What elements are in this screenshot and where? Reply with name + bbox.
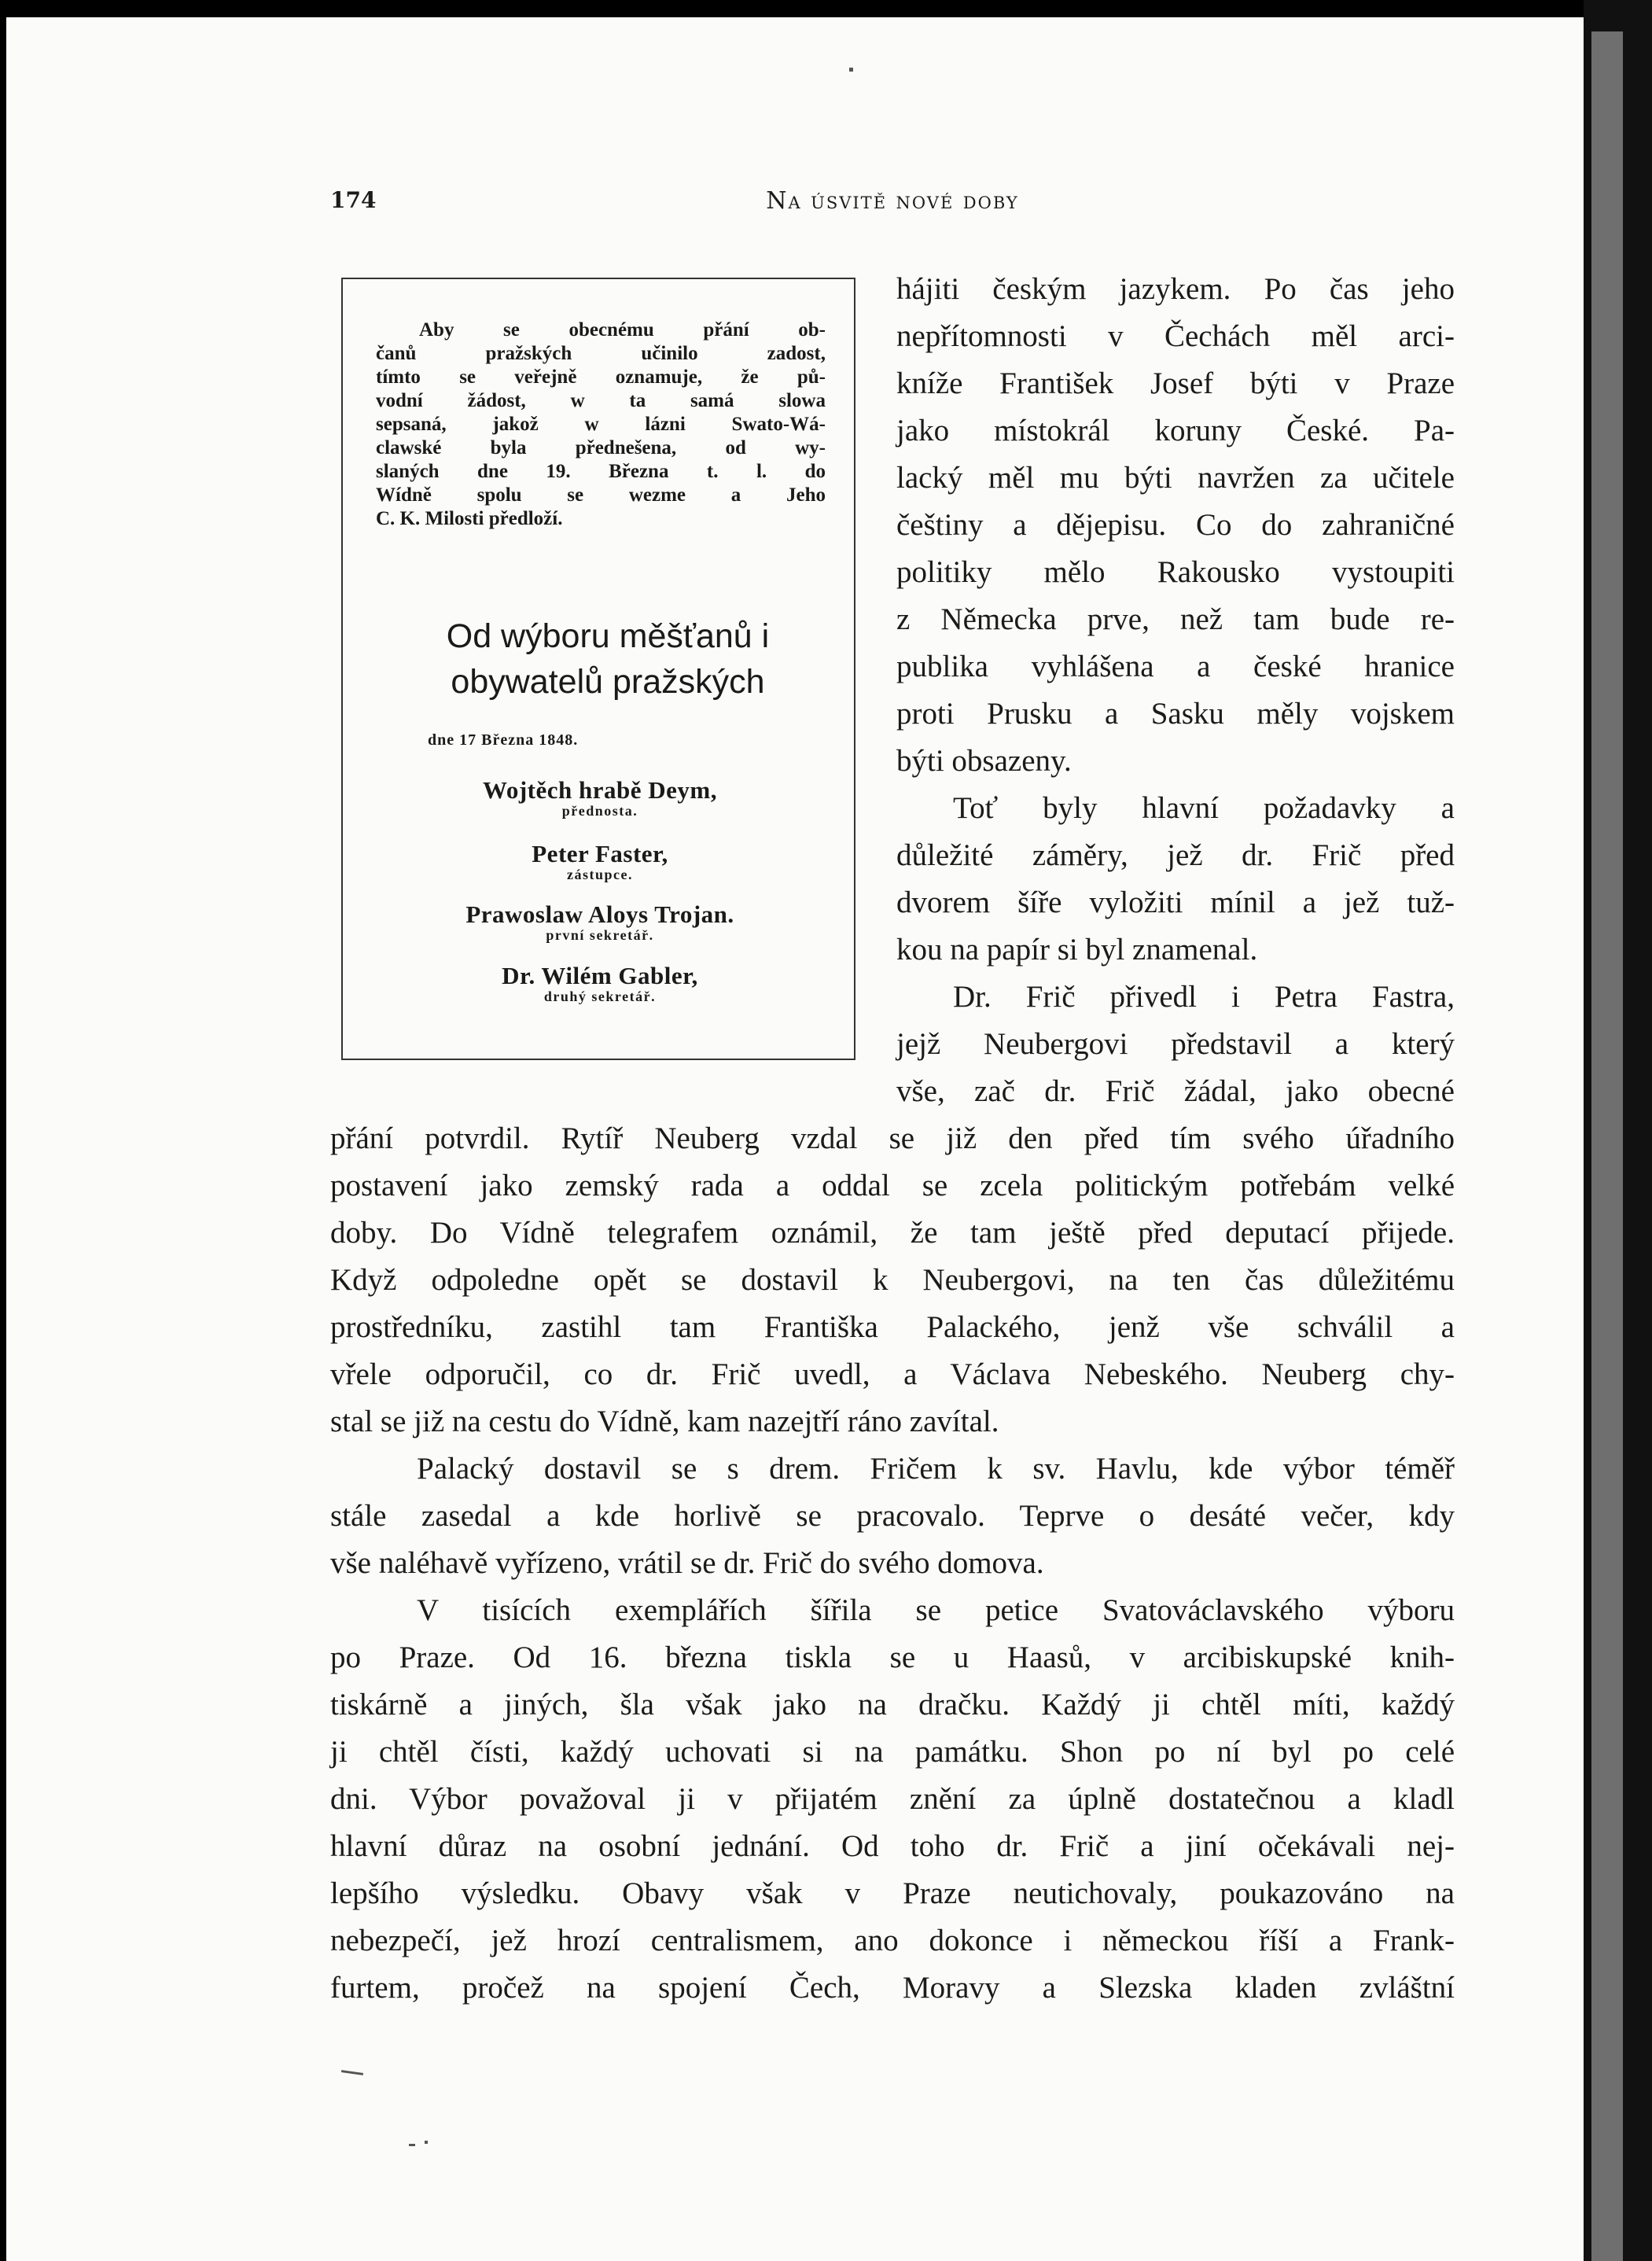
text-line: Dr. Frič přivedl i Petra Fastra, [953, 980, 1455, 1014]
running-header [330, 187, 1455, 219]
text-line: důležité záměry, jež dr. Frič před [896, 838, 1455, 872]
text-line: lacký měl mu býti navržen za učitele [896, 461, 1455, 495]
text-line: jako místokrál koruny České. Pa- [896, 414, 1455, 447]
scan-speck [849, 68, 853, 72]
text-line: prostředníku, zastihl tam Františka Palackého, jenž vše schválil a [330, 1310, 1455, 1344]
text-line: po Praze. Od 16. března tiskla se u Haasů, v arcibiskupské knih- [330, 1641, 1455, 1674]
signatory [343, 962, 857, 1005]
text-line: nebezpečí, jež hrozí centralismem, ano dokonce i německou říší a Frank- [330, 1924, 1455, 1957]
text-line: vše naléhavě vyřízeno, vrátil se dr. Frič do svého domova. [330, 1546, 1044, 1580]
text-line: ji chtěl čísti, každý uchovati si na památku. Shon po ní byl po celé [330, 1735, 1455, 1769]
proclamation-line: čanů pražských učinilo zadost, [376, 343, 826, 364]
proclamation-date: dne 17 Března 1848. [428, 731, 579, 749]
signatory-name: Dr. Wilém Gabler, [502, 962, 698, 989]
proclamation-line: slaných dne 19. Března t. l. do [376, 461, 826, 482]
text-line: lepšího výsledku. Obavy však v Praze neutichovaly, poukazováno na [330, 1876, 1455, 1910]
text-line: jejž Neubergovi představil a který [896, 1027, 1455, 1061]
text-line: postavení jako zemský rada a oddal se zcela politickým potřebám velké [330, 1169, 1455, 1202]
proclamation-line: clawské byla přednešena, od wy- [376, 437, 826, 458]
proclamation-line: Wídně spolu se wezme a Jeho [376, 484, 826, 506]
signatory [343, 900, 857, 944]
proclamation-line: Aby se obecnému přání ob- [419, 319, 826, 341]
signatory-name: Peter Faster, [532, 840, 668, 867]
committee-heading: Od wýboru měšťanů i obywatelů pražských [446, 617, 770, 701]
text-line: proti Prusku a Sasku měly vojskem [896, 697, 1455, 731]
signatory-role: přednosta. [561, 803, 638, 819]
signatory [343, 840, 857, 883]
scan-edge-shadow [1591, 31, 1623, 2261]
text-line: vřele odporučil, co dr. Frič uvedl, a Václava Nebeského. Neuberg chy- [330, 1357, 1455, 1391]
text-line: dni. Výbor považoval ji v přijatém znění za úplně dostatečnou a kladl [330, 1782, 1455, 1816]
page-number: 174 [330, 187, 377, 213]
text-line: kníže František Josef býti v Praze [896, 366, 1455, 400]
proclamation-line: tímto se veřejně oznamuje, že pů- [376, 366, 826, 388]
signatory-role: druhý sekretář. [543, 989, 657, 1004]
proclamation-line: vodní žádost, w ta samá slowa [376, 390, 826, 411]
signatory-name: Prawoslaw Aloys Trojan. [465, 900, 734, 928]
text-line: politiky mělo Rakousko vystoupiti [896, 555, 1455, 589]
text-line: V tisících exemplářích šířila se petice Svatováclavského výboru [417, 1593, 1455, 1627]
text-line: stále zasedal a kde horlivě se pracovalo. Teprve o desáté večer, kdy [330, 1499, 1455, 1533]
text-line: vše, zač dr. Frič žádal, jako obecné [896, 1074, 1455, 1108]
text-line: Toť byly hlavní požadavky a [953, 791, 1455, 825]
proclamation-box [341, 278, 855, 1060]
signatory-name: Wojtěch hrabě Deym, [483, 776, 717, 804]
text-line: Když odpoledne opět se dostavil k Neubergovi, na ten čas důležitému [330, 1263, 1455, 1297]
running-title: Na úsvitě nové doby [766, 187, 1019, 215]
signatory-role: první sekretář. [546, 927, 654, 943]
text-line: češtiny a dějepisu. Co do zahraničné [896, 508, 1455, 542]
proclamation-line: sepsaná, jakož w lázni Swato-Wá- [376, 414, 826, 435]
text-line: tiskárně a jiných, šla však jako na dračku. Každý ji chtěl míti, každý [330, 1688, 1455, 1722]
proclamation-text [376, 319, 826, 531]
text-line: přání potvrdil. Rytíř Neuberg vzdal se již den před tím svého úřadního [330, 1121, 1455, 1155]
text-line: doby. Do Vídně telegrafem oznámil, že tam ještě před deputací přijede. [330, 1216, 1455, 1250]
text-line: nepřítomnosti v Čechách měl arci- [896, 319, 1455, 353]
text-line: hlavní důraz na osobní jednání. Od toho dr. Frič a jiní očekávali nej- [330, 1829, 1455, 1863]
text-line: kou na papír si byl znamenal. [896, 933, 1258, 967]
text-line: hájiti českým jazykem. Po čas jeho [896, 272, 1455, 306]
scan-speck [425, 2141, 428, 2144]
signatory-role: zástupce. [567, 867, 633, 882]
text-line: publika vyhlášena a české hranice [896, 650, 1455, 683]
text-line: dvorem šíře vyložiti mínil a jež tuž- [896, 886, 1455, 919]
scan-speck [409, 2144, 415, 2146]
text-line: stal se již na cestu do Vídně, kam nazejtří ráno zavítal. [330, 1405, 999, 1438]
text-line: z Německa prve, než tam bude re- [896, 602, 1455, 636]
proclamation-line: C. K. Milosti předloží. [376, 508, 563, 529]
signatory [343, 776, 857, 819]
text-line: furtem, pročež na spojení Čech, Moravy a Slezska kladen zvláštní [330, 1971, 1455, 2005]
text-line: Palacký dostavil se s drem. Fričem k sv. Havlu, kde výbor téměř [417, 1452, 1455, 1486]
text-line: býti obsazeny. [896, 744, 1072, 778]
